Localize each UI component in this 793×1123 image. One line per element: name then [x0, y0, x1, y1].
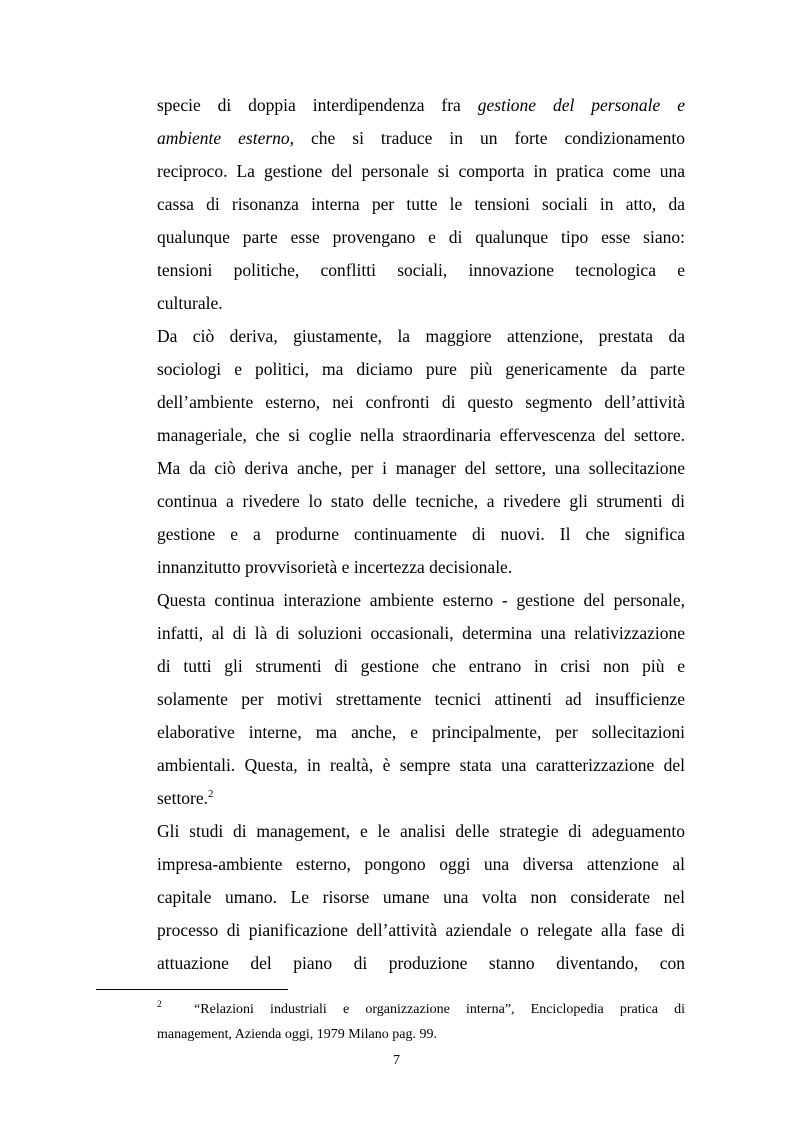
- text-line: solamente per motivi strettamente tecnici attinenti ad insufficienze: [157, 689, 685, 709]
- text-line: ambiente esterno, che si traduce in un forte condizionamento: [157, 128, 685, 148]
- text-line: Gli studi di management, e le analisi delle strategie di adeguamento: [157, 821, 685, 841]
- footnote-line: management, Azienda oggi, 1979 Milano pag. 99.: [157, 1027, 437, 1042]
- text-line: innanzitutto provvisorietà e incertezza decisionale.: [157, 557, 513, 577]
- text-line: capitale umano. Le risorse umane una volta non considerate nel: [157, 887, 685, 907]
- text-line: cassa di risonanza interna per tutte le tensioni sociali in atto, da: [157, 194, 685, 214]
- footnote-line: $^2$ “Relazioni industriali e organizzazione interna”, Enciclopedia pratica di: [157, 1000, 686, 1017]
- text-line: Da ciò deriva, giustamente, la maggiore attenzione, prestata da: [157, 326, 685, 346]
- text-line: elaborative interne, ma anche, e principalmente, per sollecitazioni: [157, 722, 685, 742]
- text-line: ambientali. Questa, in realtà, è sempre stata una caratterizzazione del: [157, 755, 685, 775]
- text-line: tensioni politiche, conflitti sociali, innovazione tecnologica e: [157, 260, 685, 280]
- footnote-reference[interactable]: 2: [208, 788, 214, 800]
- text-line: culturale.: [157, 293, 223, 313]
- footnote-separator: [96, 989, 288, 990]
- text-line: continua a rivedere lo stato delle tecniche, a rivedere gli strumenti di: [157, 491, 685, 511]
- text-line: qualunque parte esse provengano e di qualunque tipo esse siano:: [157, 227, 685, 247]
- text-line: sociologi e politici, ma diciamo pure più genericamente da parte: [157, 359, 685, 379]
- footnote-marker: 2: [157, 1000, 162, 1010]
- body-text: [157, 89, 685, 980]
- text-line: Questa continua interazione ambiente esterno - gestione del personale,: [157, 590, 685, 610]
- text-line: processo di pianificazione dell’attività aziendale o relegate alla fase di: [157, 920, 685, 940]
- text-line: dell’ambiente esterno, nei confronti di questo segmento dell’attività: [157, 392, 685, 412]
- text-line: specie di doppia interdipendenza fra gestione del personale e: [157, 95, 685, 115]
- text-line: gestione e a produrne continuamente di nuovi. Il che significa: [157, 524, 685, 544]
- text-line: reciproco. La gestione del personale si comporta in pratica come una: [157, 161, 685, 181]
- text-line: Ma da ciò deriva anche, per i manager del settore, una sollecitazione: [157, 458, 685, 478]
- text-line: impresa-ambiente esterno, pongono oggi una diversa attenzione al: [157, 854, 685, 874]
- text-line: di tutti gli strumenti di gestione che entrano in crisi non più e: [157, 656, 685, 676]
- text-line: settore.$^2$: [157, 788, 214, 808]
- text-line: manageriale, che si coglie nella straordinaria effervescenza del settore.: [157, 425, 685, 445]
- text-line: attuazione del piano di produzione stanno diventando, con: [157, 953, 685, 973]
- text-line: infatti, al di là di soluzioni occasionali, determina una relativizzazione: [157, 623, 685, 643]
- footnote: [157, 998, 685, 1046]
- page-number: 7: [393, 1053, 400, 1068]
